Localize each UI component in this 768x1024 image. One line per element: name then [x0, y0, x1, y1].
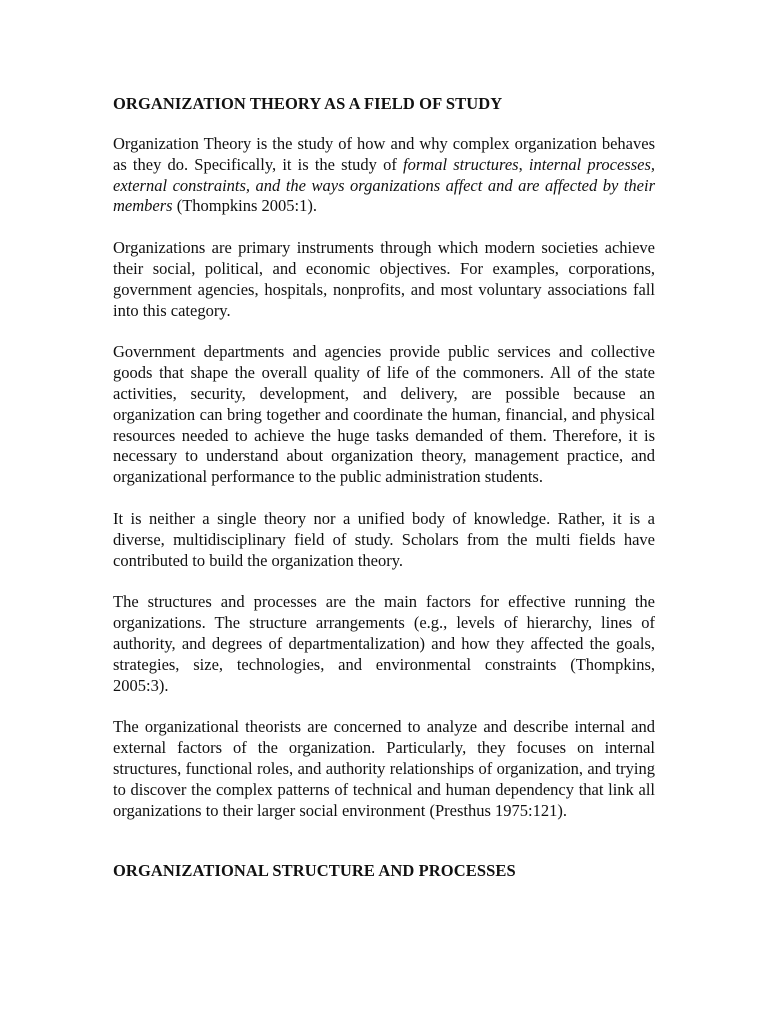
paragraph-definition-text-1: Organization Theory is the study of how and why complex organization behaves as they do. Specifically, it is the study of	[113, 134, 655, 174]
paragraph-definition-italic-2: internal processes, external constraints, and the ways organizations affect and are affected by their members	[113, 154, 656, 216]
section-heading-field-of-study: ORGANIZATION THEORY AS A FIELD OF STUDY	[113, 94, 503, 113]
paragraph-definition	[113, 134, 655, 217]
paragraph-definition-text-3: (Thompkins 2005:1).	[172, 196, 317, 216]
paragraph-organizations-instruments: Organizations are primary instruments through which modern societies achieve their social, political, and economic objectives. For examples, corporations, government agencies, hospitals, nonprofits, and most voluntary associations fall into this category.	[113, 238, 655, 320]
paragraph-definition-italic-1: formal structures	[403, 154, 519, 174]
paragraph-definition-text-2: ,	[518, 154, 529, 174]
paragraph-structures-processes: The structures and processes are the main factors for effective running the organizations. The structure arrangements (e.g., levels of hierarchy, lines of authority, and degrees of departmentalization) and how they affected the goals, strategies, size, technologies, and environmental constraints (Thompkins, 2005:3).	[113, 592, 655, 695]
paragraph-government-departments: Government departments and agencies provide public services and collective goods that shape the overall quality of life of the commoners. All of the state activities, security, development, and delivery, are possible because an organization can bring together and coordinate the human, financial, and physical resources needed to achieve the huge tasks demanded of them. Therefore, it is necessary to understand about organization theory, management practice, and organizational performance to the public administration students.	[113, 342, 655, 487]
document-body	[113, 93, 655, 901]
paragraph-theorists: The organizational theorists are concerned to analyze and describe internal and external factors of the organization. Particularly, they focuses on internal structures, functional roles, and authority relationships of organization, and trying to discover the complex patterns of technical and human dependency that link all organizations to their larger social environment (Presthus 1975:121).	[113, 717, 655, 820]
section-heading-structure-processes: ORGANIZATIONAL STRUCTURE AND PROCESSES	[113, 861, 516, 881]
paragraph-multidisciplinary: It is neither a single theory nor a unified body of knowledge. Rather, it is a diverse, multidisciplinary field of study. Scholars from the multi fields have contributed to build the organization theory.	[113, 508, 655, 570]
